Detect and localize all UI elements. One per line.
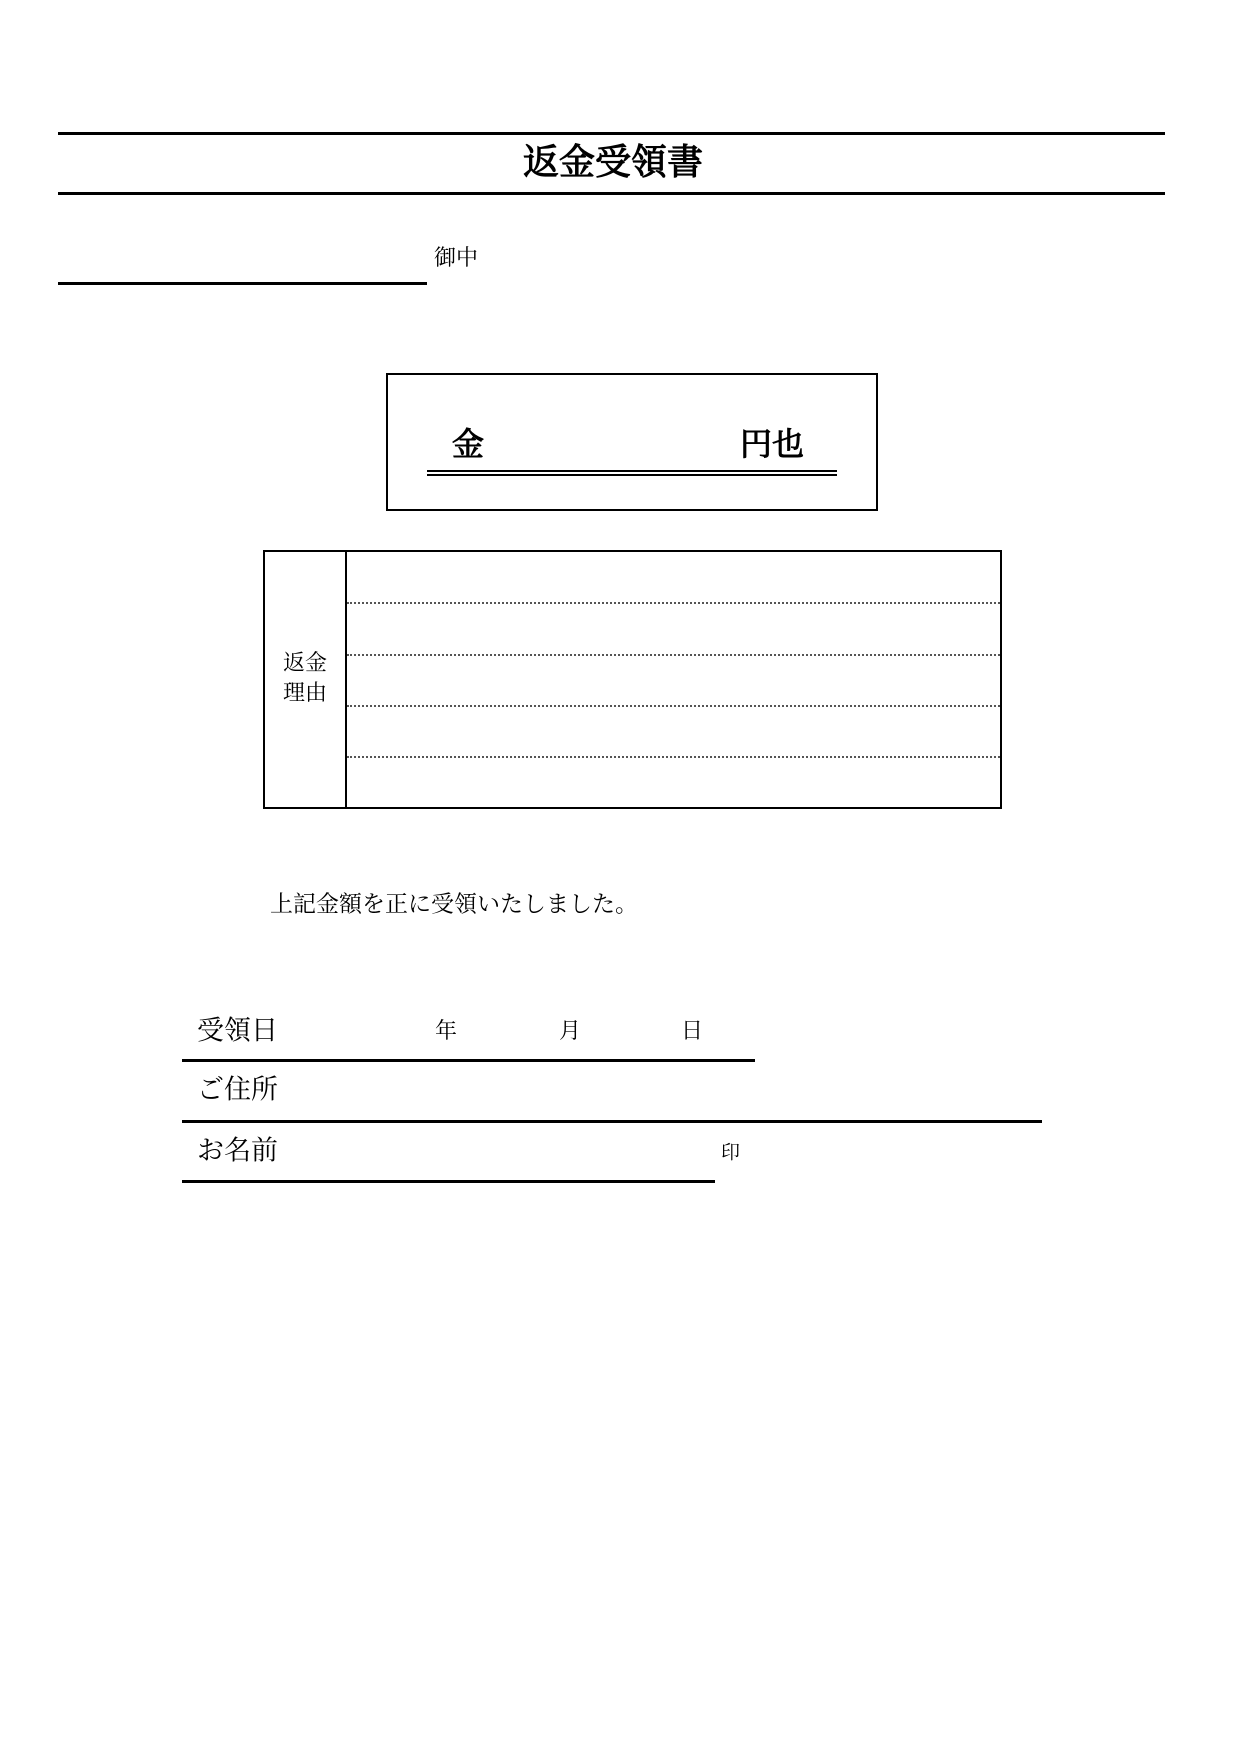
title-top-rule <box>58 132 1165 135</box>
amount-double-underline <box>427 470 837 476</box>
reason-label-cell <box>265 552 347 807</box>
amount-value[interactable] <box>500 428 730 460</box>
addressee-field[interactable] <box>58 282 427 285</box>
page-title: 返金受領書 <box>522 142 704 183</box>
statement-text: 上記金額を正に受領いたしました。 <box>270 891 638 918</box>
addressee-suffix: 御中 <box>434 246 479 271</box>
reason-line-1[interactable] <box>347 552 1000 604</box>
reason-line-4[interactable] <box>347 707 1000 758</box>
receipt-date-label: 受領日 <box>197 1015 278 1047</box>
seal-mark: 印 <box>721 1141 741 1164</box>
reason-line-2[interactable] <box>347 604 1000 656</box>
day-label: 日 <box>681 1019 704 1044</box>
reason-label <box>265 649 345 709</box>
reason-table <box>263 550 1002 809</box>
reason-line-5[interactable] <box>347 758 1000 807</box>
title-bottom-rule <box>58 192 1165 195</box>
month-label: 月 <box>559 1019 582 1044</box>
name-field[interactable] <box>182 1180 715 1183</box>
address-field[interactable] <box>182 1120 1042 1123</box>
receipt-date-field[interactable] <box>182 1059 755 1062</box>
amount-prefix: 金 <box>452 425 485 463</box>
amount-suffix: 円也 <box>740 425 805 463</box>
reason-label-line2: 理由 <box>282 681 327 706</box>
reason-label-line1: 返金 <box>282 651 327 676</box>
reason-line-3[interactable] <box>347 656 1000 707</box>
year-label: 年 <box>435 1019 458 1044</box>
address-label: ご住所 <box>197 1074 278 1106</box>
name-label: お名前 <box>197 1135 278 1167</box>
